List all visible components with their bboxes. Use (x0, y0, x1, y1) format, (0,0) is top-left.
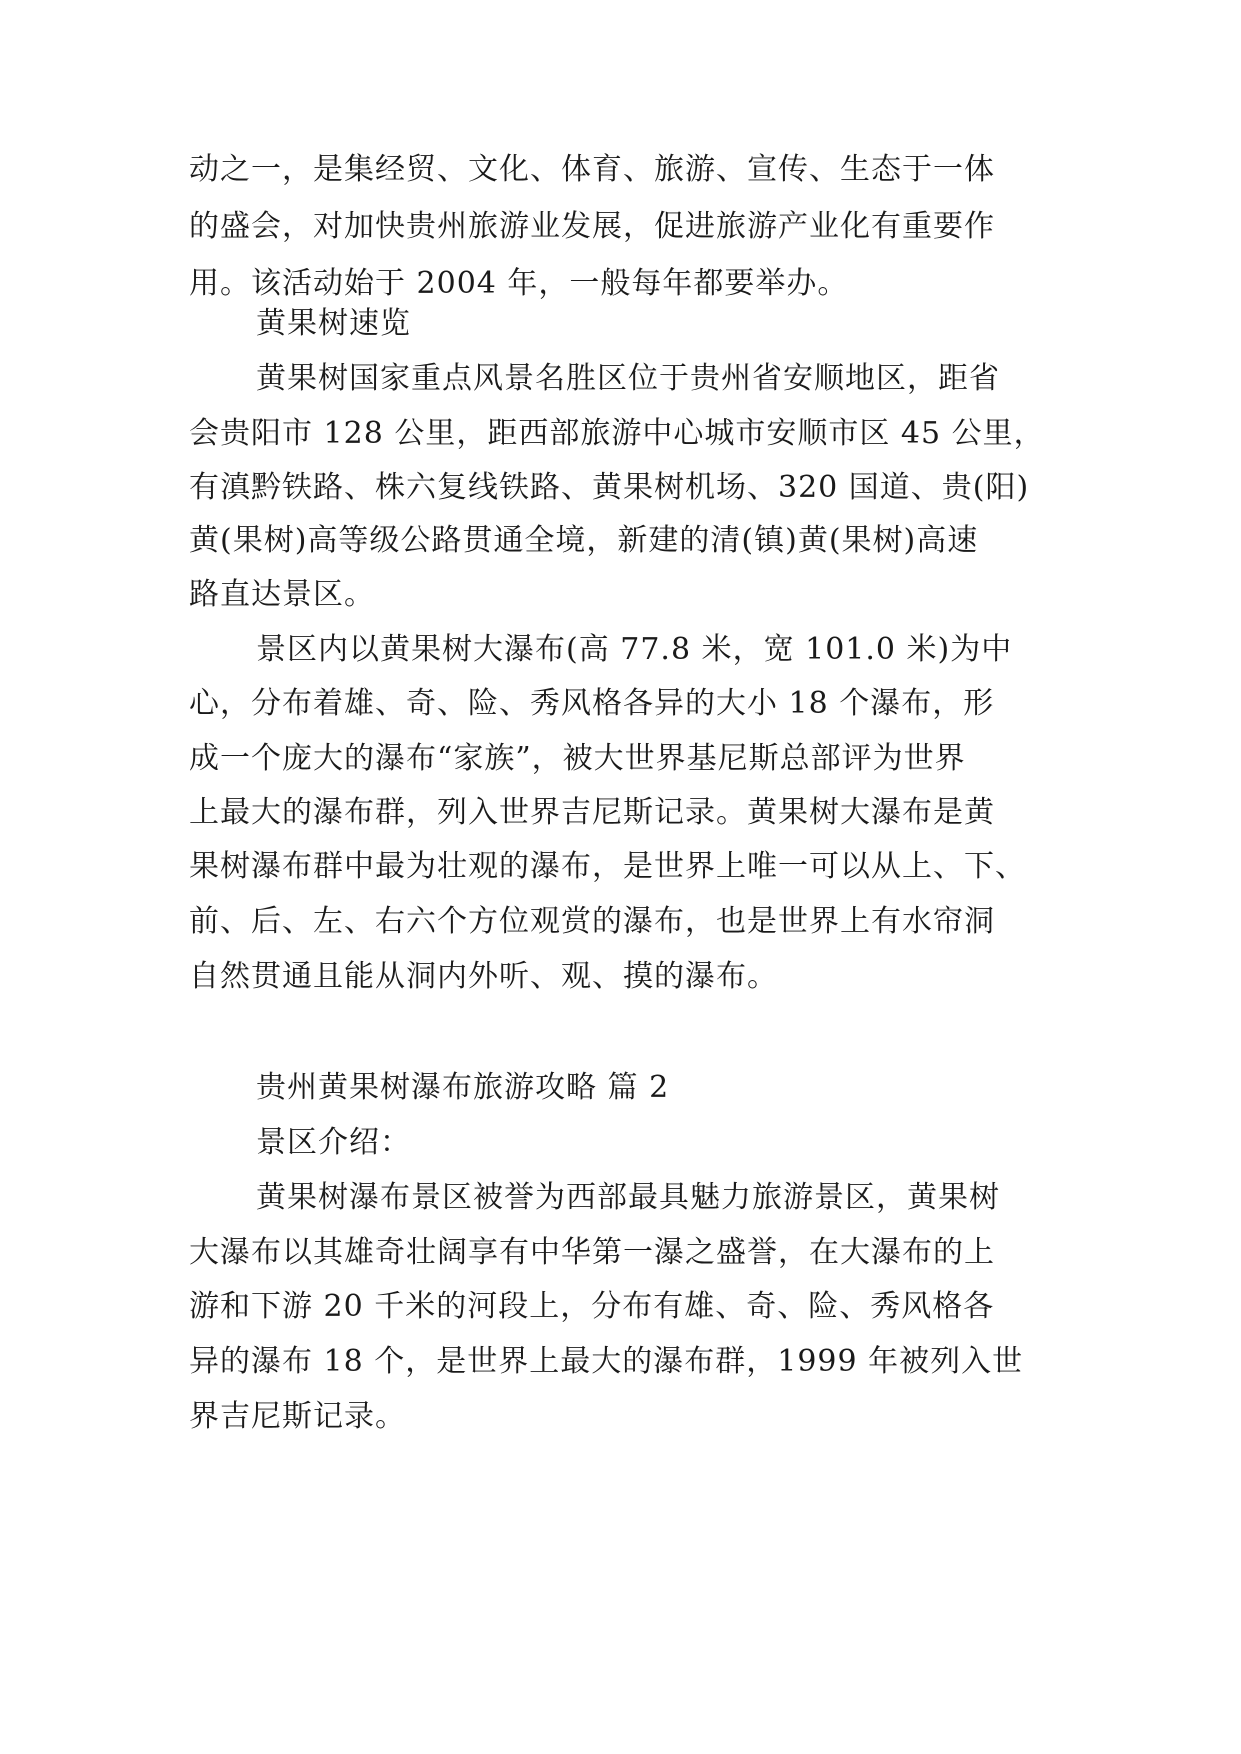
body-text-line: 的盛会，对加快贵州旅游业发展，促进旅游产业化有重要作 (189, 209, 995, 244)
body-text-line: 黄果树国家重点风景名胜区位于贵州省安顺地区，距省 (256, 361, 1000, 396)
body-text-line: 用。该活动始于 2004 年，一般每年都要举办。 (189, 266, 849, 301)
body-text-line: 路直达景区。 (189, 577, 375, 612)
body-text-line: 界吉尼斯记录。 (189, 1399, 406, 1434)
body-text-line: 有滇黔铁路、株六复线铁路、黄果树机场、320 国道、贵(阳) (189, 470, 1030, 505)
body-text-line: 会贵阳市 128 公里，距西部旅游中心城市安顺市区 45 公里， (189, 416, 1045, 451)
body-text-line: 果树瀑布群中最为壮观的瀑布，是世界上唯一可以从上、下、 (189, 849, 1026, 884)
body-text-line: 动之一，是集经贸、文化、体育、旅游、宣传、生态于一体 (189, 152, 995, 187)
section-title: 贵州黄果树瀑布旅游攻略 篇 2 (256, 1070, 670, 1105)
body-text-line: 黄果树瀑布景区被誉为西部最具魅力旅游景区，黄果树 (256, 1180, 1000, 1215)
body-text-line: 黄(果树)高等级公路贯通全境，新建的清(镇)黄(果树)高速 (189, 523, 979, 558)
body-text-line: 心，分布着雄、奇、险、秀风格各异的大小 18 个瀑布，形 (189, 686, 995, 721)
section-heading: 黄果树速览 (256, 306, 411, 341)
section-heading: 景区介绍： (256, 1125, 411, 1160)
body-text-line: 异的瀑布 18 个，是世界上最大的瀑布群，1999 年被列入世 (189, 1344, 1024, 1379)
body-text-line: 成一个庞大的瀑布“家族”，被大世界基尼斯总部评为世界 (189, 741, 966, 776)
body-text-line: 前、后、左、右六个方位观赏的瀑布，也是世界上有水帘洞 (189, 904, 995, 939)
body-text-line: 游和下游 20 千米的河段上，分布有雄、奇、险、秀风格各 (189, 1289, 995, 1324)
body-text-line: 上最大的瀑布群，列入世界吉尼斯记录。黄果树大瀑布是黄 (189, 795, 995, 830)
body-text-line: 景区内以黄果树大瀑布(高 77.8 米，宽 101.0 米)为中 (256, 632, 1013, 667)
body-text-line: 自然贯通且能从洞内外听、观、摸的瀑布。 (189, 959, 778, 994)
body-text-line: 大瀑布以其雄奇壮阔享有中华第一瀑之盛誉，在大瀑布的上 (189, 1235, 995, 1270)
